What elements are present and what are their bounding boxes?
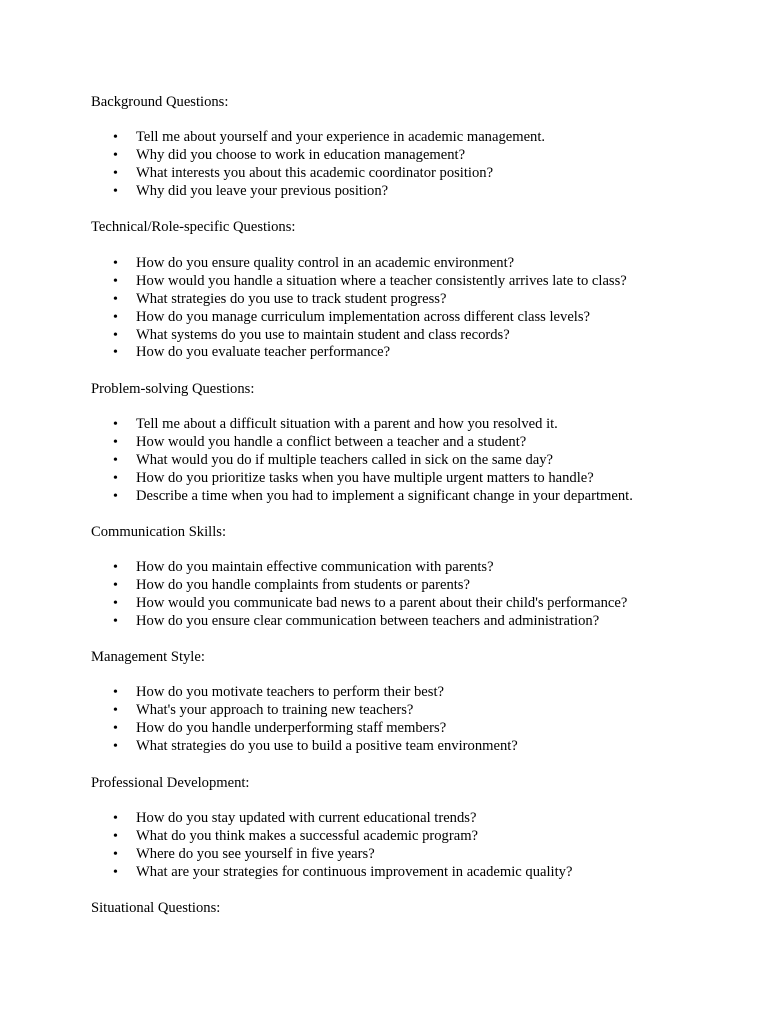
list-item bbox=[0, 738, 518, 756]
section-heading-professional-development: Professional Development: bbox=[91, 775, 250, 791]
question-text: Why did you choose to work in education management? bbox=[136, 146, 466, 163]
list-item bbox=[0, 684, 518, 702]
list-item bbox=[0, 183, 545, 201]
bullet-icon: • bbox=[113, 702, 118, 718]
question-text: Where do you see yourself in five years? bbox=[136, 845, 375, 862]
section-heading-problem-solving: Problem-solving Questions: bbox=[91, 381, 255, 397]
bullet-icon: • bbox=[113, 256, 118, 271]
question-text: How do you maintain effective communication with parents? bbox=[136, 559, 494, 575]
question-text: How would you communicate bad news to a parent about their child's performance? bbox=[136, 594, 628, 611]
bullet-icon: • bbox=[113, 434, 118, 450]
bullet-icon: • bbox=[113, 864, 118, 880]
list-item bbox=[0, 810, 572, 828]
list-item bbox=[0, 165, 545, 183]
bullet-icon: • bbox=[113, 488, 118, 504]
list-item bbox=[0, 864, 572, 882]
question-text: What strategies do you use to track student progress? bbox=[136, 290, 447, 307]
section-heading-communication: Communication Skills: bbox=[91, 524, 226, 540]
list-item bbox=[0, 255, 627, 273]
question-list-professional-development bbox=[0, 810, 572, 882]
question-text: What are your strategies for continuous improvement in academic quality? bbox=[136, 863, 573, 880]
question-list-technical bbox=[0, 255, 627, 362]
list-item bbox=[0, 273, 627, 291]
list-item bbox=[0, 702, 518, 720]
bullet-icon: • bbox=[113, 828, 118, 844]
question-text: What would you do if multiple teachers called in sick on the same day? bbox=[136, 451, 554, 468]
bullet-icon: • bbox=[113, 291, 118, 307]
question-text: What strategies do you use to build a positive team environment? bbox=[136, 737, 518, 754]
bullet-icon: • bbox=[113, 685, 118, 700]
bullet-icon: • bbox=[113, 183, 118, 199]
question-text: Describe a time when you had to implement a significant change in your department. bbox=[136, 487, 633, 504]
question-text: Tell me about a difficult situation with a parent and how you resolved it. bbox=[136, 416, 558, 432]
bullet-icon: • bbox=[113, 130, 118, 145]
bullet-icon: • bbox=[113, 560, 118, 575]
bullet-icon: • bbox=[113, 811, 118, 826]
bullet-icon: • bbox=[113, 595, 118, 611]
bullet-icon: • bbox=[113, 720, 118, 736]
question-text: What interests you about this academic coordinator position? bbox=[136, 164, 494, 181]
list-item bbox=[0, 488, 633, 506]
question-list-management-style bbox=[0, 684, 518, 756]
bullet-icon: • bbox=[113, 846, 118, 862]
bullet-icon: • bbox=[113, 613, 118, 629]
bullet-icon: • bbox=[113, 417, 118, 432]
bullet-icon: • bbox=[113, 345, 118, 361]
bullet-icon: • bbox=[113, 273, 118, 289]
list-item bbox=[0, 470, 633, 488]
question-text: What's your approach to training new teachers? bbox=[136, 701, 414, 718]
question-text: Why did you leave your previous position? bbox=[136, 182, 389, 199]
bullet-icon: • bbox=[113, 147, 118, 163]
bullet-icon: • bbox=[113, 577, 118, 593]
question-text: How do you stay updated with current educational trends? bbox=[136, 810, 477, 826]
question-text: How do you handle underperforming staff members? bbox=[136, 719, 447, 736]
bullet-icon: • bbox=[113, 165, 118, 181]
list-item bbox=[0, 344, 627, 362]
list-item bbox=[0, 577, 627, 595]
bullet-icon: • bbox=[113, 738, 118, 754]
list-item bbox=[0, 452, 633, 470]
list-item bbox=[0, 846, 572, 864]
question-list-communication bbox=[0, 559, 627, 631]
section-heading-situational: Situational Questions: bbox=[91, 900, 221, 916]
list-item bbox=[0, 327, 627, 345]
question-text: How do you prioritize tasks when you have multiple urgent matters to handle? bbox=[136, 469, 594, 486]
section-heading-management-style: Management Style: bbox=[91, 649, 205, 665]
bullet-icon: • bbox=[113, 470, 118, 486]
list-item bbox=[0, 559, 627, 577]
list-item bbox=[0, 434, 633, 452]
list-item bbox=[0, 720, 518, 738]
question-text: How do you ensure clear communication between teachers and administration? bbox=[136, 612, 600, 629]
question-text: What do you think makes a successful academic program? bbox=[136, 827, 479, 844]
list-item bbox=[0, 309, 627, 327]
section-heading-background: Background Questions: bbox=[91, 94, 229, 110]
question-list-problem-solving bbox=[0, 416, 633, 505]
question-list-background bbox=[0, 129, 545, 201]
question-text: How would you handle a conflict between a teacher and a student? bbox=[136, 433, 527, 450]
list-item bbox=[0, 147, 545, 165]
list-item bbox=[0, 291, 627, 309]
list-item bbox=[0, 416, 633, 434]
bullet-icon: • bbox=[113, 327, 118, 343]
question-text: What systems do you use to maintain student and class records? bbox=[136, 326, 510, 343]
question-text: How do you motivate teachers to perform their best? bbox=[136, 684, 444, 700]
question-text: Tell me about yourself and your experience in academic management. bbox=[136, 129, 546, 145]
list-item bbox=[0, 129, 545, 147]
bullet-icon: • bbox=[113, 309, 118, 325]
section-heading-technical: Technical/Role-specific Questions: bbox=[91, 219, 296, 235]
question-text: How do you ensure quality control in an academic environment? bbox=[136, 255, 515, 271]
question-text: How do you evaluate teacher performance? bbox=[136, 344, 391, 361]
list-item bbox=[0, 828, 572, 846]
list-item bbox=[0, 595, 627, 613]
question-text: How do you manage curriculum implementation across different class levels? bbox=[136, 308, 591, 325]
question-text: How would you handle a situation where a teacher consistently arrives late to class? bbox=[136, 272, 627, 289]
question-text: How do you handle complaints from students or parents? bbox=[136, 576, 470, 593]
list-item bbox=[0, 613, 627, 631]
bullet-icon: • bbox=[113, 452, 118, 468]
